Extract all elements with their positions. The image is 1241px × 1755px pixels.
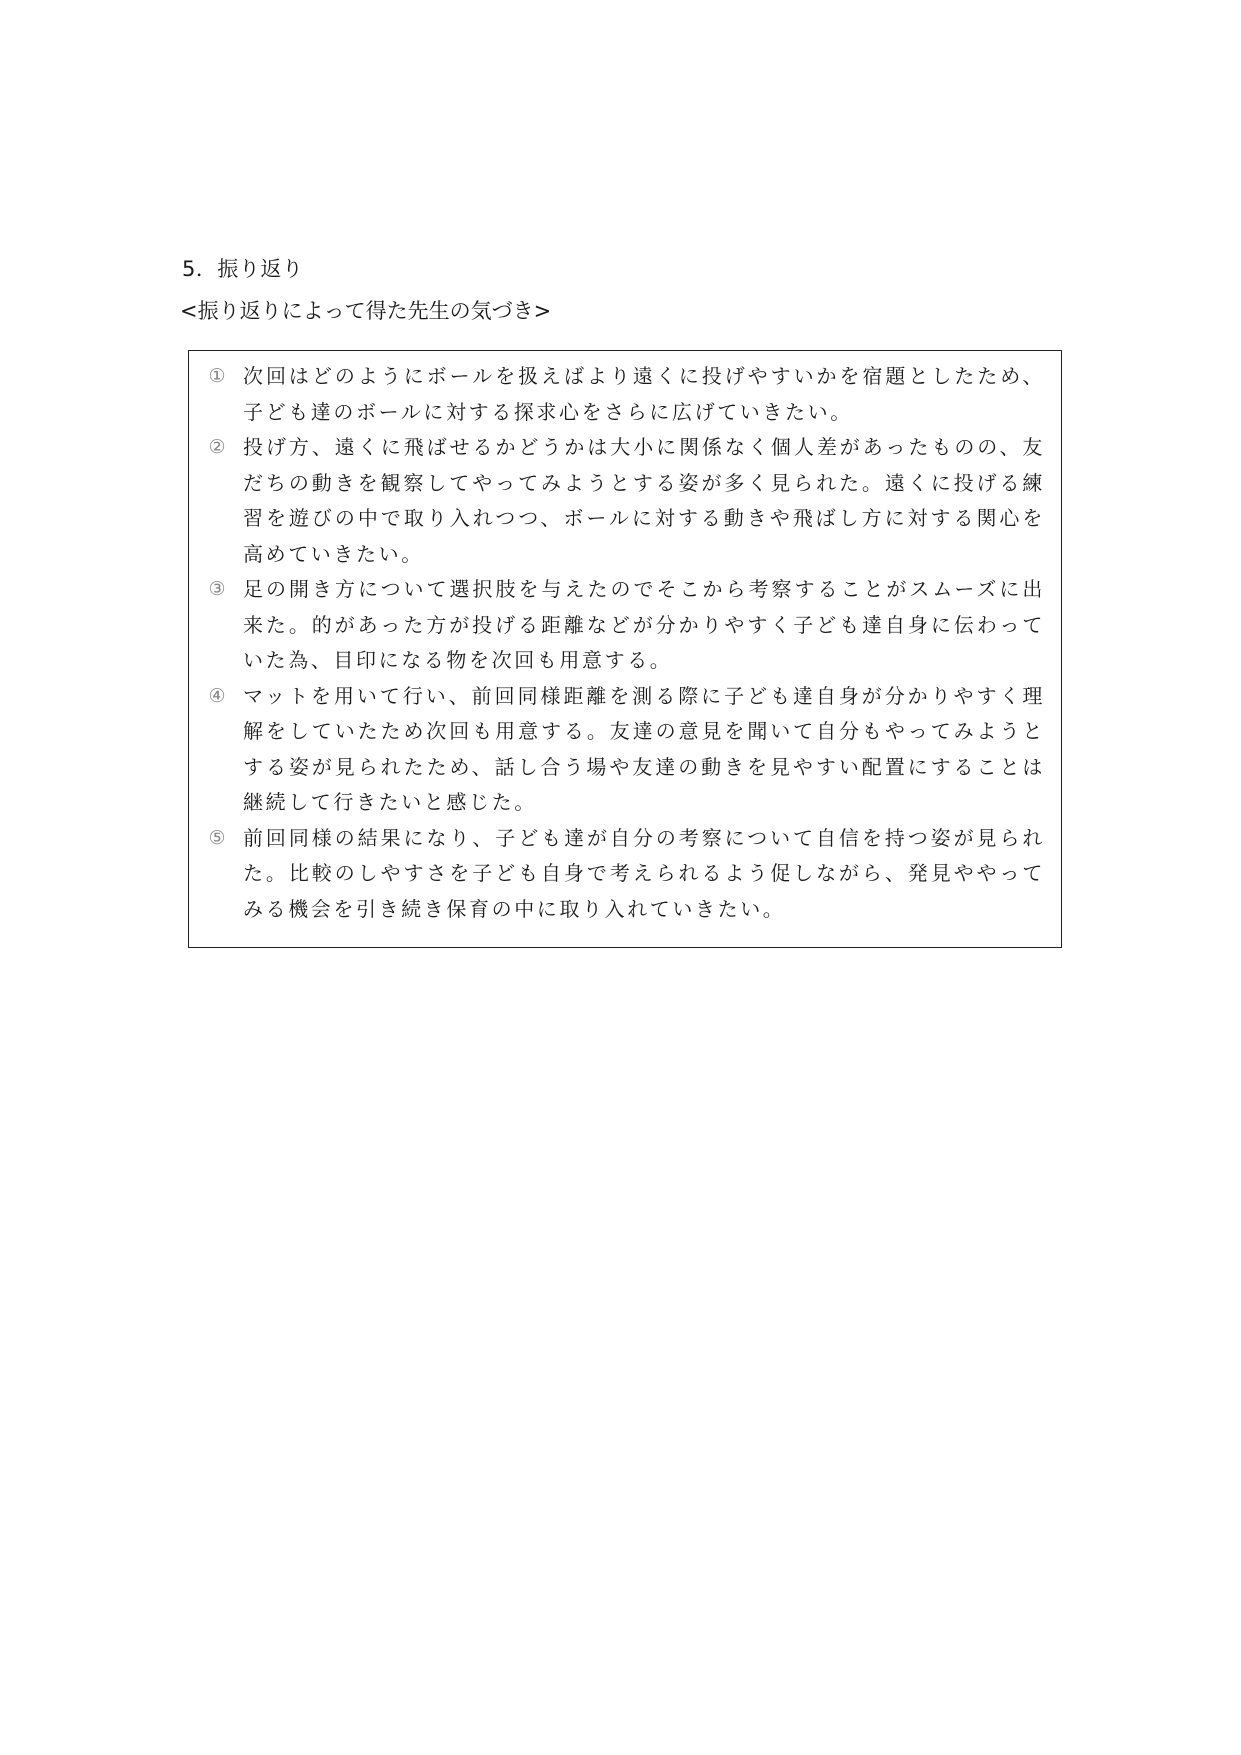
note-text: マットを用いて行い、前回同様距離を測る際に子ども達自身が分かりやすく理解をしていたため次回も用意する。友達の意見を聞いて自分もやってみようとする姿が見られたため、話し合う場や友達の動きを見やすい配置にすることは継続して行きたいと感じた。 xyxy=(243,683,1045,814)
note-number: ⑤ xyxy=(208,826,226,849)
note-number: ② xyxy=(208,436,226,458)
reflection-note-4 xyxy=(203,679,1045,821)
reflection-note-5 xyxy=(203,821,1045,928)
reflection-note-3 xyxy=(203,572,1045,679)
note-text: 足の開き方について選択肢を与えたのでそこから考察することがスムーズに出来た。的があった方が投げる距離などが分かりやすく子ども達自身に伝わっていた為、目印になる物を次回も用意する。 xyxy=(243,577,1045,672)
reflection-notes-list xyxy=(203,359,1045,927)
note-number: ① xyxy=(208,365,226,387)
note-number: ③ xyxy=(208,578,226,600)
section-heading: 5．振り返り xyxy=(182,257,304,281)
reflection-note-2 xyxy=(203,430,1045,572)
note-text: 次回はどのようにボールを扱えばより遠くに投げやすいかを宿題としたため、子ども達のボールに対する探求心をさらに広げていきたい。 xyxy=(243,364,1045,424)
section-subheading: <振り返りによって得た先生の気づき> xyxy=(180,299,552,323)
reflection-notes-box xyxy=(188,350,1062,948)
note-text: 投げ方、遠くに飛ばせるかどうかは大小に関係なく個人差があったものの、友だちの動きを観察してやってみようとする姿が多く見られた。遠くに投げる練習を遊びの中で取り入れつつ、ボールに対する動きや飛ばし方に対する関心を高めていきたい。 xyxy=(243,435,1045,566)
note-number: ④ xyxy=(208,684,226,707)
note-text: 前回同様の結果になり、子ども達が自分の考察について自信を持つ姿が見られた。比較のしやすさを子ども自身で考えられるよう促しながら、発見ややってみる機会を引き続き保育の中に取り入れていきたい。 xyxy=(243,825,1045,921)
reflection-note-1 xyxy=(203,359,1045,430)
